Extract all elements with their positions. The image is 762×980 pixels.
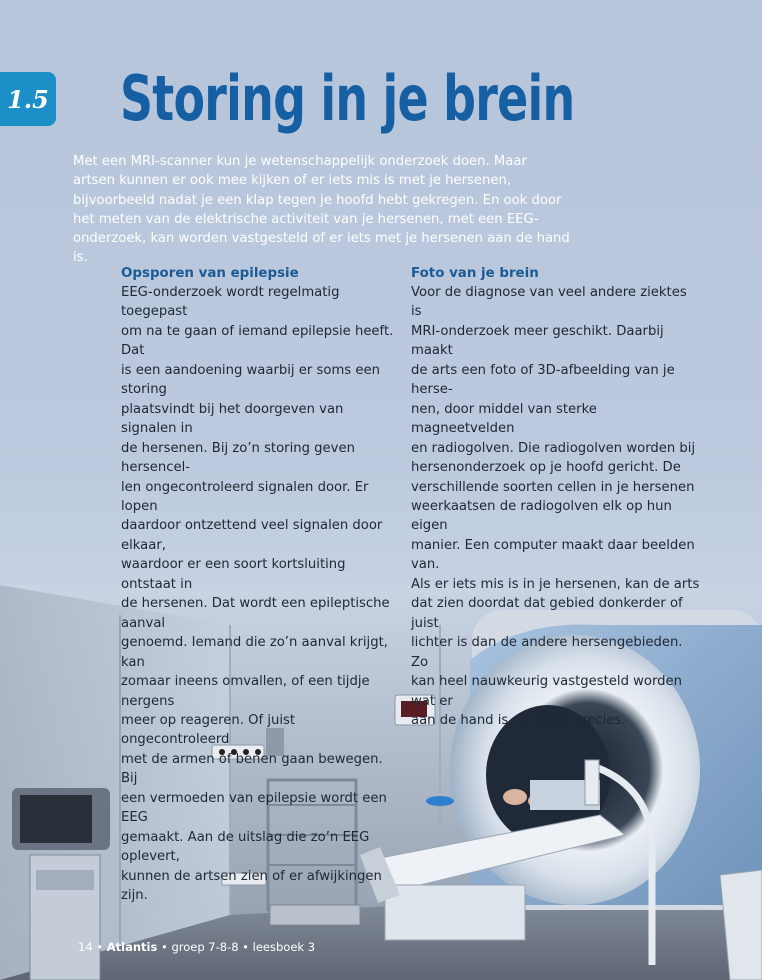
body-line: gemaakt. Aan de uitslag die zo’n EEG oplevert,	[121, 829, 370, 865]
body-line: EEG-onderzoek wordt regelmatig toegepast	[121, 285, 340, 320]
body-line: lichter is dan de andere hersengebieden. Zo	[411, 635, 683, 670]
body-line: om na te gaan of iemand epilepsie heeft. Dat	[121, 323, 394, 359]
body-line: met de armen of benen gaan bewegen. Bij	[121, 751, 383, 787]
page-footer: 14 • Atlantis • groep 7-8-8 • leesboek 3	[78, 940, 316, 954]
reader-label: leesboek 3	[252, 940, 316, 954]
section-foto-brein	[411, 264, 701, 730]
body-line: weerkaatsen de radiogolven elk op hun eigen	[411, 498, 672, 534]
body-line: de hersenen. Dat wordt een epileptische aanval	[121, 596, 390, 631]
body-line: verschillende soorten cellen in je hersenen	[411, 479, 695, 495]
body-line: manier. Een computer maakt daar beelden van.	[411, 537, 695, 573]
body-line: daardoor ontzettend veel signalen door elkaar,	[121, 518, 383, 553]
body-line: de arts een foto of 3D-afbeelding van je herse-	[411, 362, 675, 398]
body-line: Voor de diagnose van veel andere ziektes is	[411, 285, 687, 320]
body-line: en radiogolven. Die radiogolven worden bij	[411, 440, 696, 456]
section-epilepsie	[121, 264, 403, 906]
page-title: Storing in je brein	[120, 62, 575, 135]
section-body	[121, 283, 403, 906]
section-body	[411, 283, 701, 730]
intro-paragraph: Met een MRI-scanner kun je wetenschappelijk onderzoek doen. Maar artsen kunnen er ook mee kijken of er iets mis is met je hersenen, bijvoorbeeld nadat je een klap tegen je hoofd hebt gekregen. En ook door het meten van de elektrische activiteit van je hersenen, met een EEG-onderzoek, kan worden vastgesteld of er iets met je hersenen aan de hand is.	[73, 154, 570, 266]
body-line: nen, door middel van sterke magneetvelden	[411, 401, 597, 437]
body-line: MRI-onderzoek meer geschikt. Daarbij maakt	[411, 323, 664, 359]
body-line: dat zien doordat dat gebied donkerder of juist	[411, 596, 683, 631]
body-line: is een aandoening waarbij er soms een storing	[121, 362, 380, 398]
page-number: 14	[78, 940, 93, 954]
body-line: de hersenen. Bij zo’n storing geven hersencel-	[121, 440, 355, 476]
body-line: hersenonderzoek op je hoofd gericht. De	[411, 460, 681, 476]
book-title: Atlantis	[106, 940, 158, 954]
body-line: Als er iets mis is in je hersenen, kan de arts	[411, 576, 700, 592]
body-line: meer op reageren. Of juist ongecontroleerd	[121, 712, 296, 748]
body-line: waardoor er een soort kortsluiting ontstaat in	[121, 557, 346, 592]
section-heading: Foto van je brein	[411, 266, 539, 281]
body-line: len ongecontroleerd signalen door. Er lopen	[121, 479, 369, 514]
body-line: kan heel nauwkeurig vastgesteld worden wat er	[411, 674, 683, 709]
body-line: een vermoeden van epilepsie wordt een EEG	[121, 790, 387, 826]
body-line: aan de hand is, en waar precies.	[411, 712, 626, 728]
section-heading: Opsporen van epilepsie	[121, 266, 299, 281]
body-line: kunnen de artsen zien of er afwijkingen zijn.	[121, 868, 382, 904]
section-number-badge: 1.5	[0, 72, 56, 126]
body-line: genoemd. Iemand die zo’n aanval krijgt, kan	[121, 635, 388, 670]
body-line: plaatsvindt bij het doorgeven van signalen in	[121, 401, 344, 437]
group-label: groep 7-8-8	[171, 940, 239, 954]
body-line: zomaar ineens omvallen, of een tijdje nergens	[121, 674, 370, 709]
